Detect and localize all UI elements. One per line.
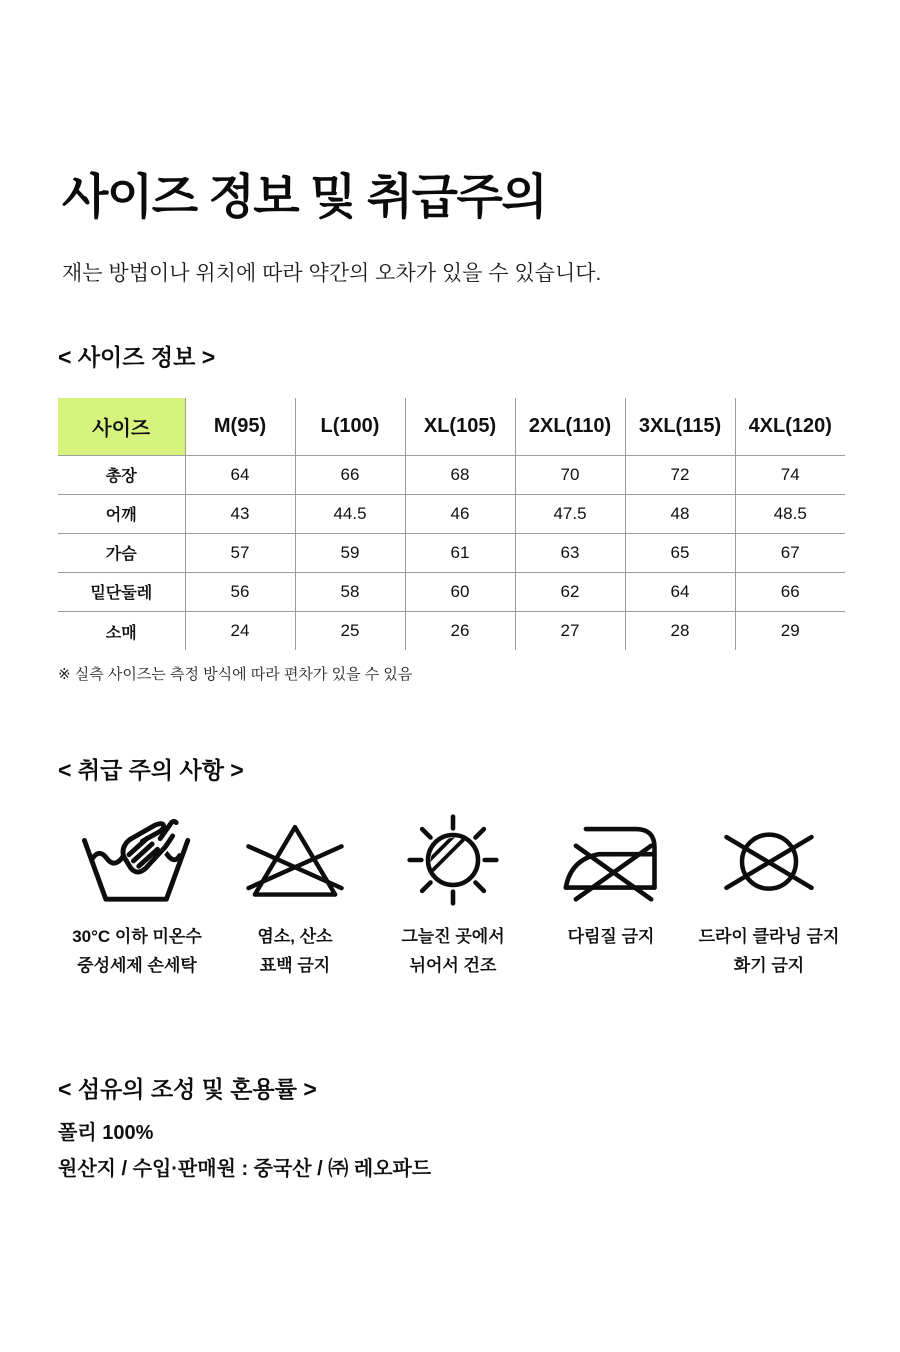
table-cell: 46 <box>405 494 515 533</box>
size-table-corner-cell: 사이즈 <box>58 398 185 456</box>
size-column-header: L(100) <box>295 398 405 456</box>
shade-dry-icon <box>398 812 508 908</box>
table-cell: 61 <box>405 533 515 572</box>
table-cell: 60 <box>405 572 515 611</box>
care-label: 염소, 산소 표백 금지 <box>257 926 333 976</box>
table-cell: 57 <box>185 533 295 572</box>
care-item-no-bleach <box>216 812 374 982</box>
table-cell: 44.5 <box>295 494 405 533</box>
fabric-info <box>58 1115 845 1187</box>
care-item-no-dryclean <box>690 812 848 982</box>
table-row <box>58 455 845 494</box>
table-cell: 43 <box>185 494 295 533</box>
table-cell: 66 <box>735 572 845 611</box>
row-label: 밑단둘레 <box>58 572 185 611</box>
size-section-heading: < 사이즈 정보 > <box>58 344 216 371</box>
table-cell: 26 <box>405 611 515 650</box>
table-cell: 68 <box>405 455 515 494</box>
table-cell: 67 <box>735 533 845 572</box>
care-label: 그늘진 곳에서 뉘어서 건조 <box>401 926 505 976</box>
row-label: 가슴 <box>58 533 185 572</box>
table-cell: 25 <box>295 611 405 650</box>
size-table-header-row <box>58 398 845 456</box>
table-cell: 48.5 <box>735 494 845 533</box>
size-column-header: M(95) <box>185 398 295 456</box>
care-item-handwash <box>58 812 216 982</box>
size-table <box>58 398 845 651</box>
table-cell: 70 <box>515 455 625 494</box>
size-column-header: XL(105) <box>405 398 515 456</box>
handwash-icon <box>78 812 196 908</box>
table-cell: 63 <box>515 533 625 572</box>
table-row <box>58 611 845 650</box>
table-cell: 65 <box>625 533 735 572</box>
care-symbols-row <box>58 812 848 982</box>
row-label: 총장 <box>58 455 185 494</box>
page-title: 사이즈 정보 및 취급주의 <box>62 171 547 224</box>
table-cell: 62 <box>515 572 625 611</box>
table-cell: 58 <box>295 572 405 611</box>
size-column-header: 4XL(120) <box>735 398 845 456</box>
table-cell: 27 <box>515 611 625 650</box>
origin-info: 원산지 / 수입·판매원 : 중국산 / ㈜ 레오파드 <box>58 1157 432 1180</box>
no-bleach-icon <box>242 812 348 908</box>
table-cell: 48 <box>625 494 735 533</box>
fabric-composition: 폴리 100% <box>58 1121 154 1144</box>
care-label: 30°C 이하 미온수 중성세제 손세탁 <box>72 926 202 976</box>
table-row <box>58 533 845 572</box>
fabric-section-heading: < 섬유의 조성 및 혼용률 > <box>58 1076 317 1103</box>
care-section-heading: < 취급 주의 사항 > <box>58 757 244 784</box>
table-cell: 72 <box>625 455 735 494</box>
table-cell: 47.5 <box>515 494 625 533</box>
table-cell: 59 <box>295 533 405 572</box>
care-label: 다림질 금지 <box>567 926 655 946</box>
table-cell: 64 <box>625 572 735 611</box>
row-label: 어깨 <box>58 494 185 533</box>
no-dryclean-icon <box>715 812 823 908</box>
table-cell: 29 <box>735 611 845 650</box>
table-cell: 64 <box>185 455 295 494</box>
table-cell: 56 <box>185 572 295 611</box>
table-row <box>58 572 845 611</box>
table-cell: 28 <box>625 611 735 650</box>
care-item-shade-dry <box>374 812 532 982</box>
care-label: 드라이 클라닝 금지 화기 금지 <box>698 926 840 976</box>
size-column-header: 2XL(110) <box>515 398 625 456</box>
row-label: 소매 <box>58 611 185 650</box>
no-iron-icon <box>552 812 670 908</box>
table-cell: 24 <box>185 611 295 650</box>
table-cell: 74 <box>735 455 845 494</box>
page-subtitle: 재는 방법이나 위치에 따라 약간의 오차가 있을 수 있습니다. <box>62 262 602 286</box>
table-row <box>58 494 845 533</box>
table-cell: 66 <box>295 455 405 494</box>
care-item-no-iron <box>532 812 690 982</box>
size-column-header: 3XL(115) <box>625 398 735 456</box>
size-note: ※ 실측 사이즈는 측정 방식에 따라 편차가 있을 수 있음 <box>58 666 413 684</box>
